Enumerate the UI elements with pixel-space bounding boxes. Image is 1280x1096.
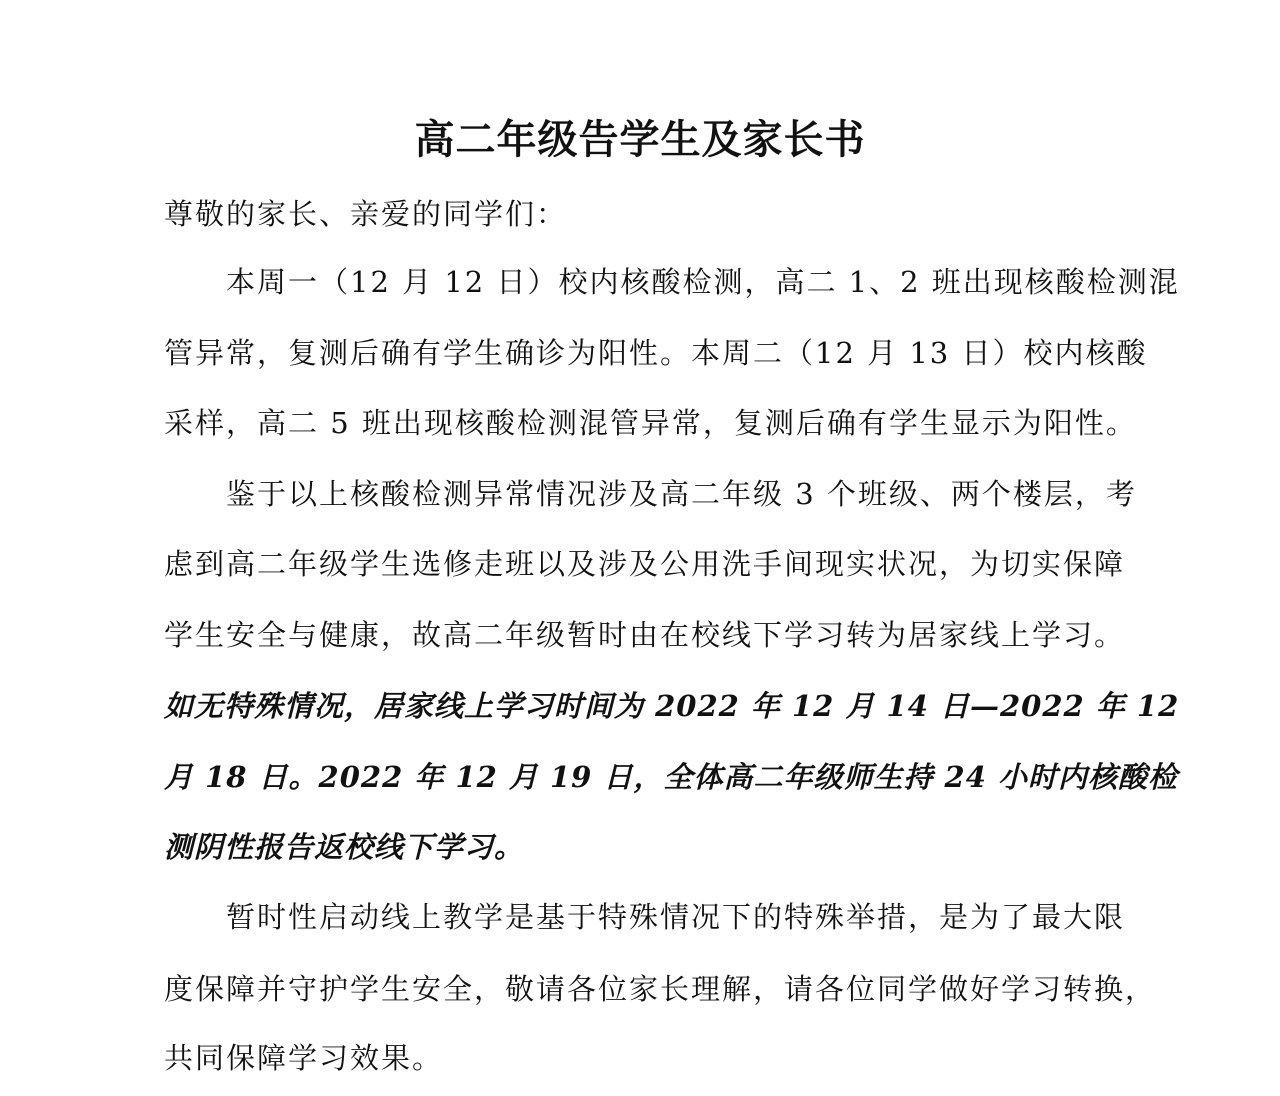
paragraph-2-line-2: 虑到高二年级学生选修走班以及涉及公用洗手间现实状况，为切实保障 — [164, 547, 1126, 581]
emphasis-line-1: 如无特殊情况，居家线上学习时间为 2022 年 12 月 14 日—2022 年 12 — [164, 689, 1180, 723]
paragraph-1-line-3: 采样，高二 5 班出现核酸检测混管异常，复测后确有学生显示为阳性。 — [164, 406, 1137, 440]
emphasis-line-2: 月 18 日。2022 年 12 月 19 日，全体高二年级师生持 24 小时内核酸检 — [164, 760, 1179, 794]
paragraph-4-line-2: 度保障并守护学生安全，敬请各位家长理解，请各位同学做好学习转换， — [164, 972, 1157, 1006]
paragraph-4-line-1: 暂时性启动线上教学是基于特殊情况下的特殊举措，是为了最大限 — [226, 900, 1126, 934]
paragraph-2-line-1: 鉴于以上核酸检测异常情况涉及高二年级 3 个班级、两个楼层，考 — [226, 477, 1137, 511]
salutation: 尊敬的家长、亲爱的同学们： — [164, 197, 568, 231]
emphasis-line-3: 测阴性报告返校线下学习。 — [164, 830, 525, 864]
paragraph-4-line-3: 共同保障学习效果。 — [164, 1041, 444, 1075]
paragraph-2-line-3: 学生安全与健康，故高二年级暂时由在校线下学习转为居家线上学习。 — [164, 618, 1126, 652]
document-title: 高二年级告学生及家长书 — [414, 117, 866, 163]
paragraph-1-line-1: 本周一（12 月 12 日）校内核酸检测，高二 1、2 班出现核酸检测混 — [226, 265, 1180, 299]
paragraph-1-line-2: 管异常，复测后确有学生确诊为阳性。本周二（12 月 13 日）校内核酸 — [164, 336, 1148, 370]
